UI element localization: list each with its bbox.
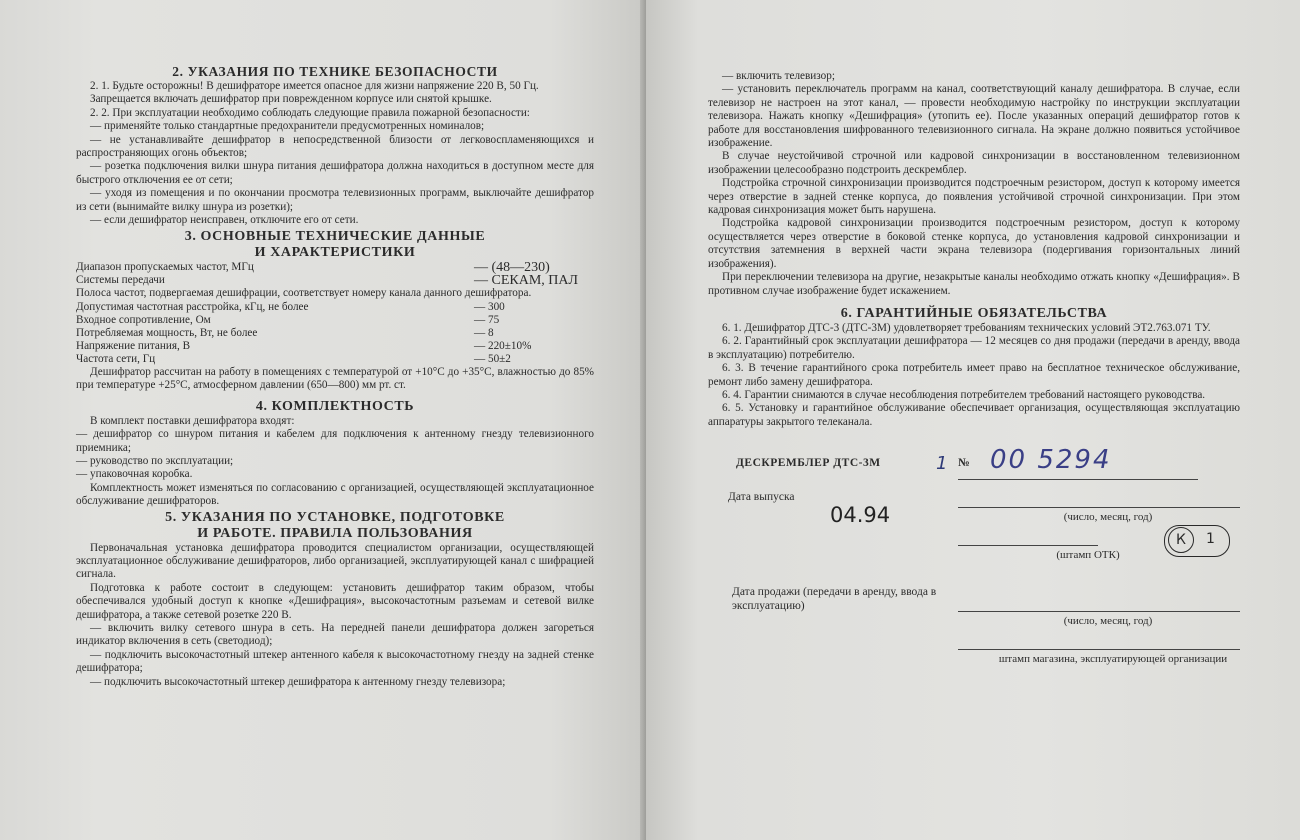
warranty-form [708, 445, 1240, 705]
section-5-body [76, 542, 594, 689]
section-2-body [76, 80, 594, 227]
spec-row [76, 274, 594, 287]
spec-value: — 50±2 [474, 352, 511, 365]
otk-stamp-letter: К [1168, 527, 1194, 553]
spec-row [76, 353, 594, 366]
spec-name: Частота сети, Гц [76, 352, 156, 365]
release-date-value: 04.94 [830, 503, 891, 528]
paragraph: — применяйте только стандартные предохранители предусмотренных номиналов; [90, 120, 485, 133]
spec-name: Входное сопротивление, Ом [76, 313, 211, 326]
section-4-body [76, 415, 594, 509]
paragraph: 2. 1. Будьте осторожны! В дешифраторе имеется опасное для жизни напряжение 220 В, 50 Гц. [90, 80, 539, 92]
section-5-title: 5. УКАЗАНИЯ ПО УСТАНОВКЕ, ПОДГОТОВКЕ [165, 509, 505, 525]
spec-name: Системы передачи [76, 274, 165, 287]
shop-stamp-caption: штамп магазина, эксплуатирующей организации [998, 653, 1228, 666]
paragraph: — подключить высокочастотный штекер дешифратора к антенному гнезду телевизора; [90, 675, 506, 688]
paragraph: — если дешифратор неисправен, отключите его от сети. [90, 214, 359, 227]
section-6-title: 6. ГАРАНТИЙНЫЕ ОБЯЗАТЕЛЬСТВА [840, 305, 1108, 321]
otk-stamp-number: 1 [1206, 531, 1215, 548]
paragraph: — установить переключатель программ на канал, соответствующий каналу дешифратора. В случае, если телевизор не настроен на этот канал, — провести необходимую настройку по инструкции эксплуатации телевизора. Нажать кнопку «Дешифрация» (утопить ее). После указанных операций дешифратор готов к работе для восстановления шифрованного телевизионного сигнала. На экране должно появиться устойчивое изображение. [708, 83, 1240, 150]
paragraph: Подстройка кадровой синхронизации производится подстроечным резистором, доступ к которому осуществляется через отверстие в боковой стенке корпуса, до установления кадровой синхронизации и отсутствия затемнения в верхней части экрана телевизора (подергивания горизонтальных линий изображения). [708, 217, 1240, 270]
serial-line [958, 479, 1198, 480]
shop-stamp-line [958, 649, 1240, 650]
spec-environment-note: Дешифратор рассчитан на работу в помещениях с температурой от +10°С до +35°С, влажностью до 85% при температуре +25°С, атмосферном давлении (650—800) мм рт. ст. [76, 365, 594, 392]
paragraph: Запрещается включать дешифратор при поврежденном корпусе или снятой крышке. [90, 93, 492, 106]
section-6-body [708, 322, 1240, 429]
section-2-title: 2. УКАЗАНИЯ ПО ТЕХНИКЕ БЕЗОПАСНОСТИ [172, 64, 498, 79]
section-5-continued [708, 70, 1240, 298]
paragraph: 2. 2. При эксплуатации необходимо соблюдать следующие правила пожарной безопасности: [90, 106, 530, 119]
spec-value: — 220±10% [474, 339, 532, 352]
spec-value: — (48—230) [474, 260, 550, 276]
spec-name: Напряжение питания, В [76, 339, 191, 352]
paragraph: Подстройка строчной синхронизации производится подстроечным резистором, доступ к которому имеется через отверстие в задней стенке корпуса, до появления устойчивой строчной синхронизации. При этом кадровая синхронизация может быть нарушена. [708, 177, 1240, 217]
paragraph: 6. 3. В течение гарантийного срока потребитель имеет право на бесплатное техническое обслуживание, ремонт либо замену дешифратора. [708, 362, 1240, 388]
left-page [0, 0, 646, 840]
section-3-subtitle: И ХАРАКТЕРИСТИКИ [254, 245, 416, 261]
otk-line [958, 545, 1098, 546]
paragraph: 6. 2. Гарантийный срок эксплуатации дешифратора — 12 месяцев со дня продажи (передачи в аренду, ввода в эксплуатацию) потребителю. [708, 335, 1240, 361]
paragraph: — упаковочная коробка. [76, 468, 193, 481]
right-page [646, 0, 1300, 840]
spec-value: — СЕКАМ, ПАЛ [474, 273, 579, 289]
paragraph: — руководство по эксплуатации; [76, 454, 234, 467]
paragraph: — включить вилку сетевого шнура в сеть. На передней панели дешифратора должен загореться индикатор включения в сеть (светодиод); [76, 621, 594, 648]
spec-name: Допустимая частотная расстройка, кГц, не более [76, 300, 309, 313]
spec-row [76, 327, 594, 340]
device-label: ДЕСКРЕМБЛЕР ДТС-3М [736, 457, 881, 470]
specs-list-a [76, 261, 594, 287]
specs-list-b [76, 301, 594, 366]
number-label: № [958, 457, 970, 470]
spec-row [76, 314, 594, 327]
release-date-line [958, 507, 1240, 508]
paragraph: — уходя из помещения и по окончании просмотра телевизионных программ, выключайте дешифратор из сети (вынимайте вилку шнура из розетки); [76, 187, 594, 213]
spec-row [76, 301, 594, 314]
spec-value: — 300 [474, 300, 505, 313]
spec-row [76, 340, 594, 353]
spec-value: — 75 [474, 313, 500, 326]
sale-date-line [958, 611, 1240, 612]
paragraph: При переключении телевизора на другие, незакрытые каналы необходимо отжать кнопку «Дешифрация». В противном случае изображение будет искажением. [708, 271, 1240, 297]
sale-date-label: Дата продажи (передачи в аренду, ввода в эксплуатацию) [732, 586, 937, 613]
spec-name: Диапазон пропускаемых частот, МГц [76, 261, 254, 274]
paragraph: — дешифратор со шнуром питания и кабелем для подключения к антенному гнезду телевизионного приемника; [76, 428, 594, 454]
paragraph: — розетка подключения вилки шнура питания дешифратора должна находиться в доступном месте для быстрого отключения ее от сети; [76, 160, 594, 186]
paragraph: В случае неустойчивой строчной или кадровой синхронизации в восстановленном телевизионном изображении целесообразно подстроить дескремблер. [708, 150, 1240, 176]
paragraph: Комплектность может изменяться по согласованию с организацией, осуществляющей эксплуатационное обслуживание дешифраторов. [76, 481, 594, 508]
paragraph: В комплект поставки дешифратора входят: [90, 414, 295, 427]
release-date-caption: (число, месяц, год) [1063, 511, 1153, 524]
paragraph: Первоначальная установка дешифратора проводится специалистом организации, осуществляющей эксплуатационное обслуживание дешифраторов, либо организацией, эксплуатирующей канал с шифрацией сигнала. [76, 541, 594, 581]
spec-band-note: Полоса частот, подвергаемая дешифрации, соответствует номеру канала данного дешифратора. [76, 287, 532, 300]
otk-caption: (штамп ОТК) [1056, 549, 1120, 562]
paragraph: 6. 4. Гарантии снимаются в случае несоблюдения потребителем требований настоящего руководства. [722, 388, 1206, 401]
section-5-subtitle: И РАБОТЕ. ПРАВИЛА ПОЛЬЗОВАНИЯ [197, 525, 473, 541]
paragraph: Подготовка к работе состоит в следующем: установить дешифратор таким образом, чтобы обеспечивался удобный доступ к кнопке «Дешифрация», высокочастотным разъемам и сетевой вилке дешифратора, а также сетевой розетке 220 В. [76, 581, 594, 621]
paragraph: 6. 5. Установку и гарантийное обслуживание обеспечивает организация, осуществляющая эксплуатацию аппаратуры закрытого телеканала. [708, 402, 1240, 428]
serial-number: 00 5294 [990, 445, 1112, 476]
spec-value: — 8 [474, 326, 494, 339]
section-3-title: 3. ОСНОВНЫЕ ТЕХНИЧЕСКИЕ ДАННЫЕ [184, 229, 486, 245]
spec-name: Потребляемая мощность, Вт, не более [76, 326, 258, 339]
sale-date-caption: (число, месяц, год) [1063, 615, 1153, 628]
section-4-title: 4. КОМПЛЕКТНОСТЬ [255, 398, 415, 414]
release-date-label: Дата выпуска [728, 491, 795, 504]
paragraph: — включить телевизор; [722, 70, 835, 82]
paragraph: — не устанавливайте дешифратор в непосредственной близости от легковоспламеняющихся и распространяющих огонь объектов; [76, 133, 594, 160]
paragraph: — подключить высокочастотный штекер антенного кабеля к высокочастотному гнезду на задней стенке дешифратора; [76, 648, 594, 675]
paragraph: 6. 1. Дешифратор ДТС-3 (ДТС-3М) удовлетворяет требованиям технических условий ЭТ2.763.071 ТУ. [722, 321, 1211, 334]
device-mark: 1 [936, 453, 948, 475]
